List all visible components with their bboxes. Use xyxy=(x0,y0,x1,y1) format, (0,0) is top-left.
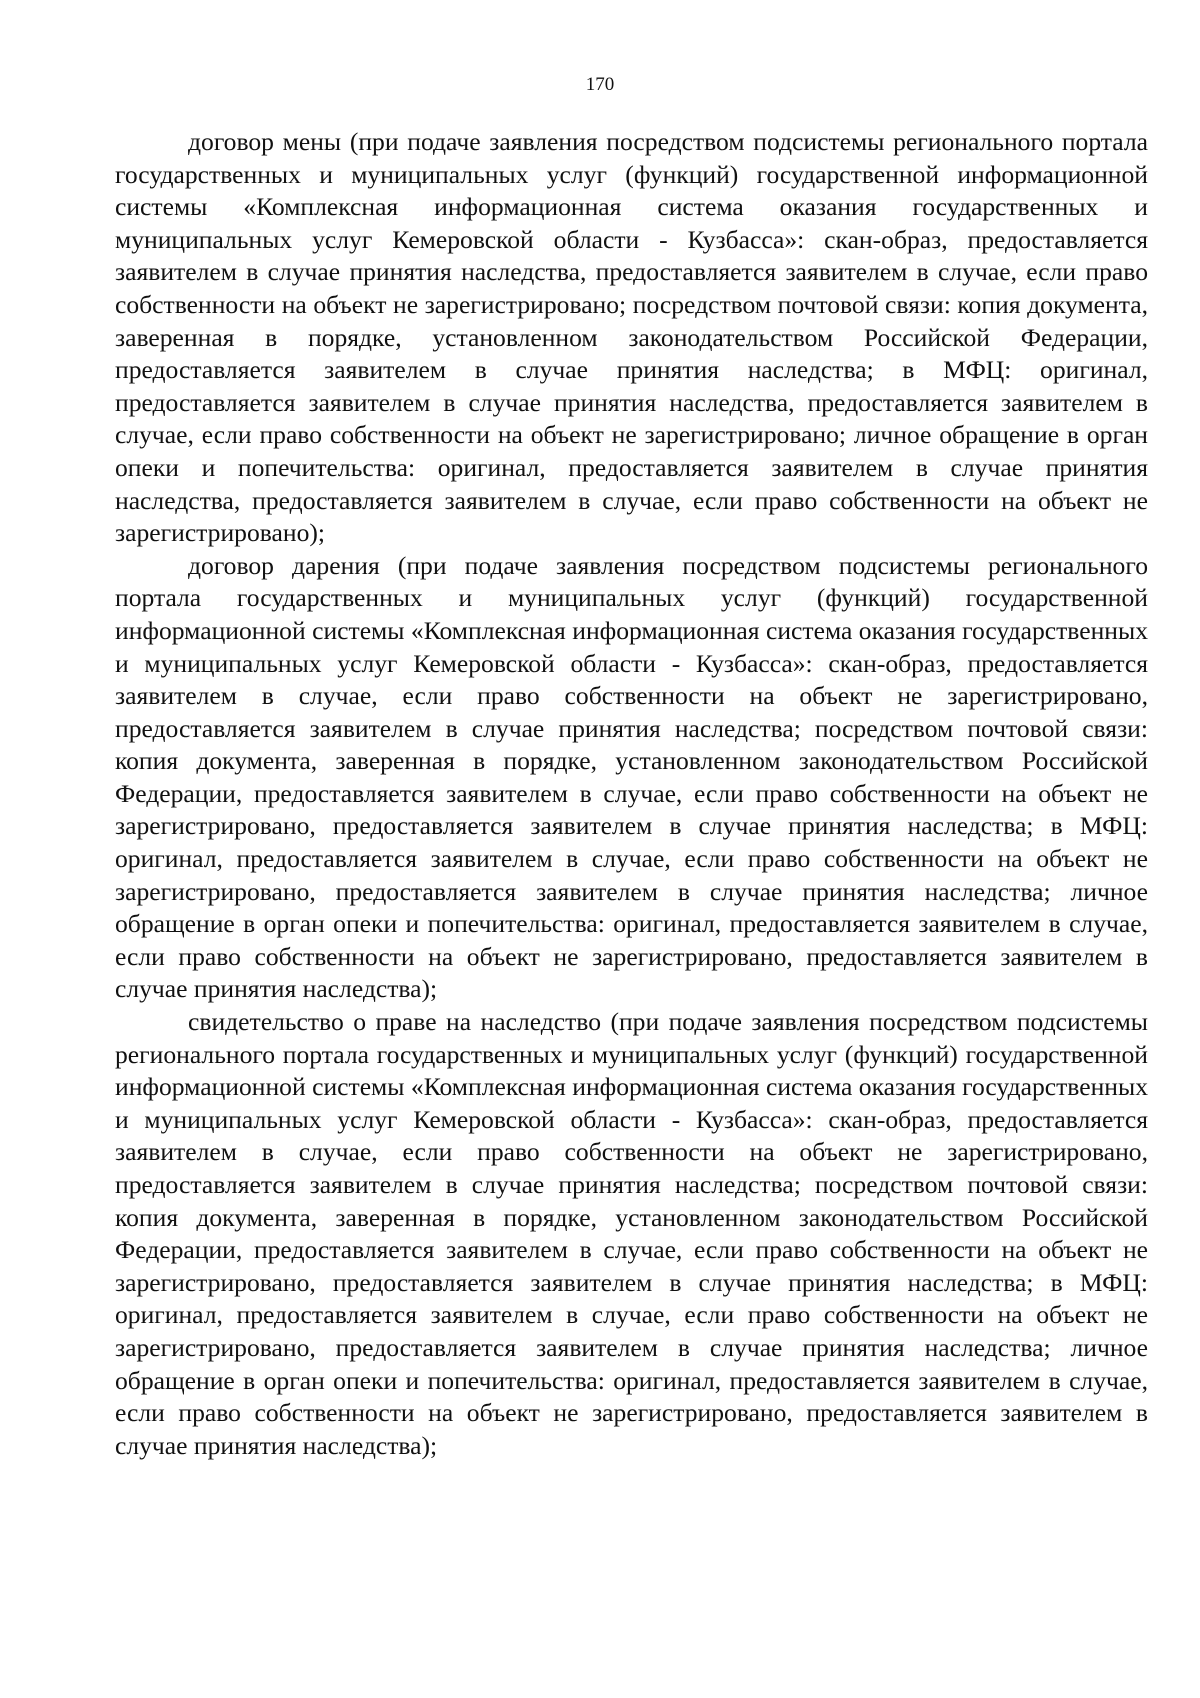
document-body xyxy=(115,126,1148,1462)
paragraph-gift-contract: договор дарения (при подаче заявления посредством подсистемы регионального портала государственных и муниципальных услуг (функций) государственной информационной системы «Комплексная информационная система оказания государственных и муниципальных услуг Кемеровской области - Кузбасса»: скан-образ, предоставляется заявителем в случае, если право собственности на объект не зарегистрировано, предоставляется заявителем в случае принятия наследства; посредством почтовой связи: копия документа, заверенная в порядке, установленном законодательством Российской Федерации, предоставляется заявителем в случае, если право собственности на объект не зарегистрировано, предоставляется заявителем в случае принятия наследства; в МФЦ: оригинал, предоставляется заявителем в случае, если право собственности на объект не зарегистрировано, предоставляется заявителем в случае принятия наследства; личное обращение в орган опеки и попечительства: оригинал, предоставляется заявителем в случае, если право собственности на объект не зарегистрировано, предоставляется заявителем в случае принятия наследства); xyxy=(115,550,1148,1004)
paragraph-exchange-contract: договор мены (при подаче заявления посредством подсистемы регионального портала государственных и муниципальных услуг (функций) государственной информационной системы «Комплексная информационная система оказания государственных и муниципальных услуг Кемеровской области - Кузбасса»: скан-образ, предоставляется заявителем в случае принятия наследства, предоставляется заявителем в случае, если право собственности на объект не зарегистрировано; посредством почтовой связи: копия документа, заверенная в порядке, установленном законодательством Российской Федерации, предоставляется заявителем в случае принятия наследства; в МФЦ: оригинал, предоставляется заявителем в случае принятия наследства, предоставляется заявителем в случае, если право собственности на объект не зарегистрировано; личное обращение в орган опеки и попечительства: оригинал, предоставляется заявителем в случае принятия наследства, предоставляется заявителем в случае, если право собственности на объект не зарегистрировано); xyxy=(115,127,1148,548)
paragraph-inheritance-certificate: свидетельство о праве на наследство (при подаче заявления посредством подсистемы регионального портала государственных и муниципальных услуг (функций) государственной информационной системы «Комплексная информационная система оказания государственных и муниципальных услуг Кемеровской области - Кузбасса»: скан-образ, предоставляется заявителем в случае, если право собственности на объект не зарегистрировано, предоставляется заявителем в случае принятия наследства; посредством почтовой связи: копия документа, заверенная в порядке, установленном законодательством Российской Федерации, предоставляется заявителем в случае, если право собственности на объект не зарегистрировано, предоставляется заявителем в случае принятия наследства; в МФЦ: оригинал, предоставляется заявителем в случае, если право собственности на объект не зарегистрировано, предоставляется заявителем в случае принятия наследства; личное обращение в орган опеки и попечительства: оригинал, предоставляется заявителем в случае, если право собственности на объект не зарегистрировано, предоставляется заявителем в случае принятия наследства); xyxy=(115,1007,1148,1460)
page-number: 170 xyxy=(585,74,615,95)
